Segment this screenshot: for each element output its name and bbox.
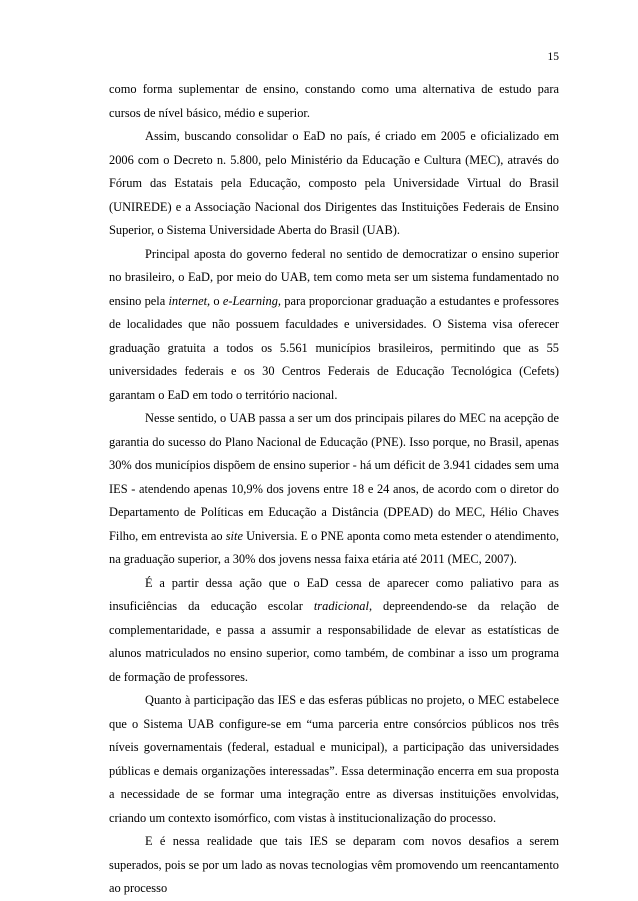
text-run: Principal aposta do governo federal no sentido de democratizar o ensino superior no brasileiro, o EaD, por meio do UAB, tem como meta ser um sistema fundamentado no ensino pela (109, 246, 559, 308)
text-run: Assim, buscando consolidar o EaD no país, é criado em 2005 e oficializado em 2006 com o Decreto n. 5.800, pelo Ministério da Educação e Cultura (MEC), através do Fórum das Estatais pela Educação, composto pela Universidade Virtual do Brasil (UNIREDE) e a Associação Nacional dos Dirigentes das Instituições Federais de Ensino Superior, o Sistema Universidade Aberta do Brasil (UAB). (109, 129, 559, 237)
paragraph (109, 78, 559, 125)
paragraph (109, 689, 559, 830)
text-run: , depreendendo-se da relação de complementaridade, e passa a assumir a responsabilidade de elevar as estatísticas de alunos matriculados no ensino superior, como também, de combinar a isso um programa de formação de professores. (109, 599, 559, 684)
page-number: 15 (547, 51, 559, 63)
paragraph (109, 243, 559, 408)
paragraph (109, 830, 559, 901)
paragraph (109, 125, 559, 243)
text-run: E é nessa realidade que tais IES se deparam com novos desafios a serem superados, pois se por um lado as novas tecnologias vêm promovendo um reencantamento ao processo (109, 834, 559, 895)
text-run: Universia. E o PNE aponta como meta estender o atendimento, na graduação superior, a 30% dos jovens nessa faixa etária até 2011 (MEC, 2007). (109, 528, 560, 566)
paragraph (109, 407, 559, 572)
text-run: É a partir dessa ação que o EaD cessa de aparecer como paliativo para as insuficiências da educação escolar (109, 575, 559, 613)
paragraph (109, 572, 559, 690)
italic-text: e-Learning, (222, 293, 281, 308)
body-text (109, 78, 559, 901)
text-run: Quanto à participação das IES e das esferas públicas no projeto, o MEC estabelece que o Sistema UAB configure-se em “uma parceria entre consórcios públicos nos três níveis governamentais (federal, estadual e municipal), a participação das universidades públicas e demais organizações interessadas”. Essa determinação encerra em sua proposta a necessidade de se formar uma integração entre as diversas instituições envolvidas, criando um contexto isomórfico, com vistas à institucionalização do processo. (109, 693, 559, 825)
italic-text: tradicional (313, 599, 369, 613)
text-run: como forma suplementar de ensino, constando como uma alternativa de estudo para cursos de nível básico, médio e superior. (109, 82, 559, 120)
text-run: Nesse sentido, o UAB passa a ser um dos principais pilares do MEC na acepção de garantia do sucesso do Plano Nacional de Educação (PNE). Isso porque, no Brasil, apenas 30% dos municípios dispõem de ensino superior - há um déficit de 3.941 cidades sem uma IES - atendendo apenas 10,9% dos jovens entre 18 e 24 anos, de acordo com o diretor do Departamento de Políticas em Educação a Distância (DPEAD) do MEC, Hélio Chaves Filho, em entrevista ao (109, 411, 559, 543)
italic-text: site (225, 528, 243, 543)
italic-text: internet, (168, 293, 211, 308)
text-run: para proporcionar graduação a estudantes e professores de localidades que não possuem faculdades e universidades. O Sistema visa oferecer graduação gratuita a todos os 5.561 municípios brasileiros, permitindo que as 55 universidades federais e os 30 Centros Federais de Educação Tecnológica (Cefets) garantam o EaD em todo o território nacional. (109, 293, 559, 402)
text-run: o (210, 293, 223, 308)
